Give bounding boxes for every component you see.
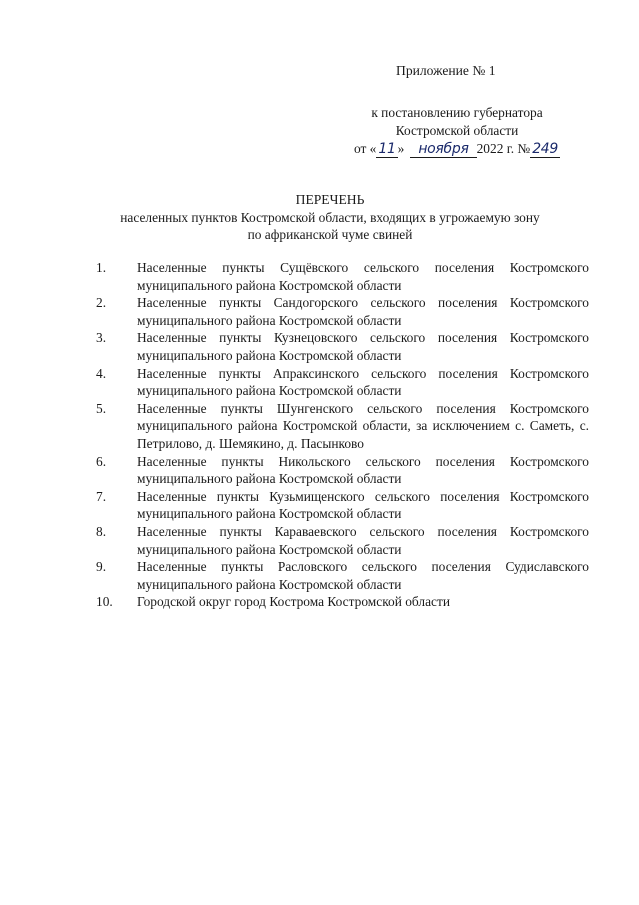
list-item-number: 1. xyxy=(96,260,107,275)
resolution-reference xyxy=(332,104,582,158)
list-item-number: 10. xyxy=(96,594,113,610)
list-item-text: Населенные пункты Расловского сельского поселения Судиславского муниципального района Костромской области xyxy=(137,559,589,592)
list-item xyxy=(96,523,589,558)
handwritten-number: 249 xyxy=(532,141,559,157)
list-item-number: 5. xyxy=(96,400,107,416)
list-item-number: 3. xyxy=(96,330,107,346)
year-and-number-label: 2022 г. № xyxy=(476,141,531,156)
list-item-text: Населенные пункты Кузнецовского сельского поселения Костромского муниципального района Костромской области xyxy=(137,330,589,363)
list-item-text: Городской округ город Кострома Костромской области xyxy=(137,594,450,610)
list-item xyxy=(96,453,589,488)
date-quote-close: » xyxy=(397,141,405,156)
list-item-number: 2. xyxy=(96,295,107,311)
handwritten-day: 11 xyxy=(378,141,396,157)
list-item xyxy=(96,259,589,294)
list-item xyxy=(96,329,589,364)
heading-subtitle-line-1: населенных пунктов Костромской области, входящих в угрожаемую зону xyxy=(120,209,540,225)
list-item-number: 8. xyxy=(96,523,107,539)
list-item-number: 9. xyxy=(96,559,107,575)
appendix-title: Приложение № 1 xyxy=(396,63,496,78)
list-item-number: 7. xyxy=(96,488,107,504)
list-item xyxy=(96,558,589,593)
list-item xyxy=(96,365,589,400)
list-item-text: Населенные пункты Шунгенского сельского поселения Костромского муниципального района Костромской области, за исключением с. Саметь, с. Петрилово, д. Шемякино, д. Пасынково xyxy=(137,400,589,451)
list-item-number: 4. xyxy=(96,365,107,381)
list-item-text: Населенные пункты Апраксинского сельского поселения Костромского муниципального района Костромской области xyxy=(137,365,589,399)
list-item-text: Населенные пункты Сандогорского сельского поселения Костромского муниципального района Костромской области xyxy=(137,295,589,328)
heading-subtitle-line-2: по африканской чуме свиней xyxy=(247,227,413,242)
heading-title: ПЕРЕЧЕНЬ xyxy=(295,192,365,207)
list-item xyxy=(96,294,589,329)
list-item-text: Населенные пункты Никольского сельского поселения Костромского муниципального района Костромской области xyxy=(137,453,589,487)
list-item-text: Населенные пункты Кузьмищенского сельского поселения Костромского муниципального района Костромской области xyxy=(137,488,589,522)
list-item-text: Населенные пункты Караваевского сельского поселения Костромского муниципального района Костромской области xyxy=(137,523,589,557)
list-item xyxy=(96,593,589,611)
resolution-line-2: Костромской области xyxy=(395,123,519,138)
settlement-list xyxy=(96,259,589,611)
document-heading xyxy=(60,191,600,244)
handwritten-month: ноября xyxy=(410,142,476,158)
list-item-text: Населенные пункты Сущёвского сельского поселения Костромского муниципального района Костромской области xyxy=(137,260,589,293)
list-item-number: 6. xyxy=(96,453,107,469)
date-prefix: от « xyxy=(353,141,377,156)
list-item xyxy=(96,488,589,523)
resolution-date-line xyxy=(332,140,582,158)
resolution-line-1: к постановлению губернатора xyxy=(371,105,543,120)
list-item xyxy=(96,400,589,453)
